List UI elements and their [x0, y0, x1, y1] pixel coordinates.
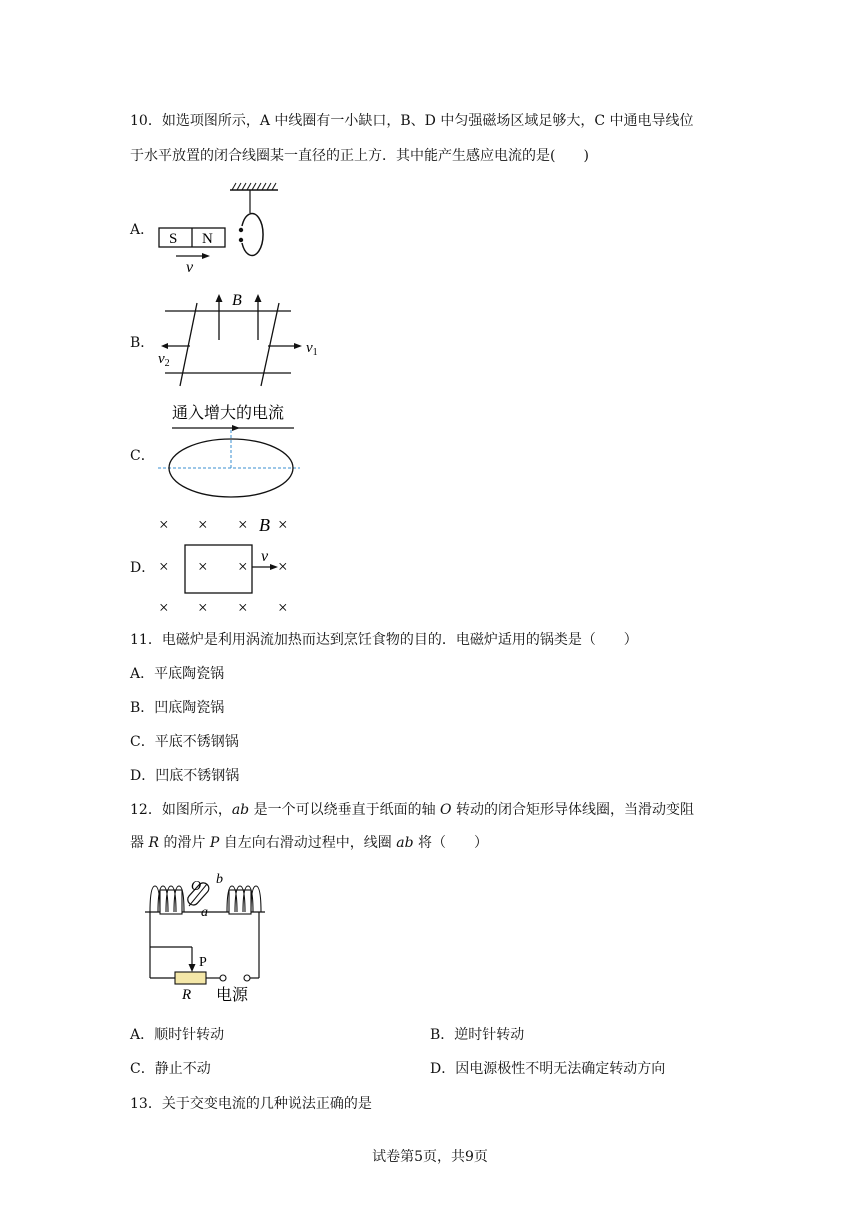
field-cross: × — [159, 515, 169, 534]
q13-stem: 13．关于交变电流的几种说法正确的是 — [130, 1096, 372, 1112]
q11-option-a: A．平底陶瓷锅 — [130, 666, 225, 682]
slider-p-label: P — [199, 955, 207, 970]
loop-velocity-label: v — [261, 548, 269, 565]
q11-stem: 11．电磁炉是利用涡流加热而达到烹饪食物的目的．电磁炉适用的锅类是（ ） — [130, 632, 638, 648]
v1-label: $v_1$ — [306, 340, 318, 358]
axis-o-label: O — [191, 879, 202, 894]
q10-option-d-letter: D． — [130, 560, 156, 576]
field-b-label: B — [232, 292, 242, 309]
rheostat-r-label: R — [182, 987, 192, 1003]
v2-label: $v_2$ — [158, 351, 170, 369]
q12-option-b: B．逆时针转动 — [430, 1027, 525, 1043]
q10-stem-line-1: 10．如选项图所示，A 中线圈有一小缺口，B、D 中匀强磁场区域足够大，C 中通电导线位 — [130, 113, 694, 129]
q10-stem-line-2: 于水平放置的闭合线圈某一直径的正上方．其中能产生感应电流的是( ) — [130, 148, 589, 164]
current-caption: 通入增大的电流 — [172, 403, 285, 422]
field-cross: × — [278, 598, 288, 616]
q10-option-a-figure — [150, 178, 280, 274]
power-source-label: 电源 — [216, 985, 249, 1004]
magnet-velocity-label: v — [186, 259, 194, 274]
q10-option-c-figure — [150, 398, 310, 502]
q11-option-b: B．凹底陶瓷锅 — [130, 700, 225, 716]
q10-option-c-letter: C． — [130, 448, 155, 464]
magnet-s-label: S — [169, 231, 178, 247]
field-cross: × — [238, 515, 248, 534]
loop-a-label: a — [201, 905, 208, 920]
field-cross: × — [278, 557, 288, 576]
q12-option-a: A．顺时针转动 — [130, 1027, 225, 1043]
q12-circuit-figure — [140, 866, 280, 1006]
q10-option-b-figure — [150, 286, 330, 390]
q12-option-d: D．因电源极性不明无法确定转动方向 — [430, 1061, 666, 1077]
loop-b-label: b — [216, 872, 223, 887]
q10-option-d-figure — [150, 510, 300, 616]
field-cross: × — [238, 598, 248, 616]
q11-option-c: C．平底不锈钢锅 — [130, 734, 239, 750]
q11-option-d: D．凹底不锈钢锅 — [130, 768, 240, 784]
q10-option-b-letter: B． — [130, 335, 155, 351]
field-cross: × — [198, 515, 208, 534]
page-footer: 试卷第5页，共9页 — [372, 1149, 488, 1165]
q10-option-a-letter: A． — [130, 222, 155, 238]
field-cross: × — [198, 557, 208, 576]
field-b-label: B — [259, 515, 270, 535]
field-cross: × — [198, 598, 208, 616]
q12-option-c: C．静止不动 — [130, 1061, 211, 1077]
magnet-n-label: N — [202, 231, 213, 247]
field-cross: × — [238, 557, 248, 576]
field-cross: × — [278, 515, 288, 534]
q12-stem-line-2: 器 R 的滑片 P 自左向右滑动过程中，线圈 ab 将（ ） — [130, 835, 488, 851]
field-cross: × — [159, 598, 169, 616]
q12-stem-line-1: 12．如图所示，ab 是一个可以绕垂直于纸面的轴 O 转动的闭合矩形导体线圈，当滑动变阻 — [130, 802, 694, 818]
field-cross: × — [159, 557, 169, 576]
